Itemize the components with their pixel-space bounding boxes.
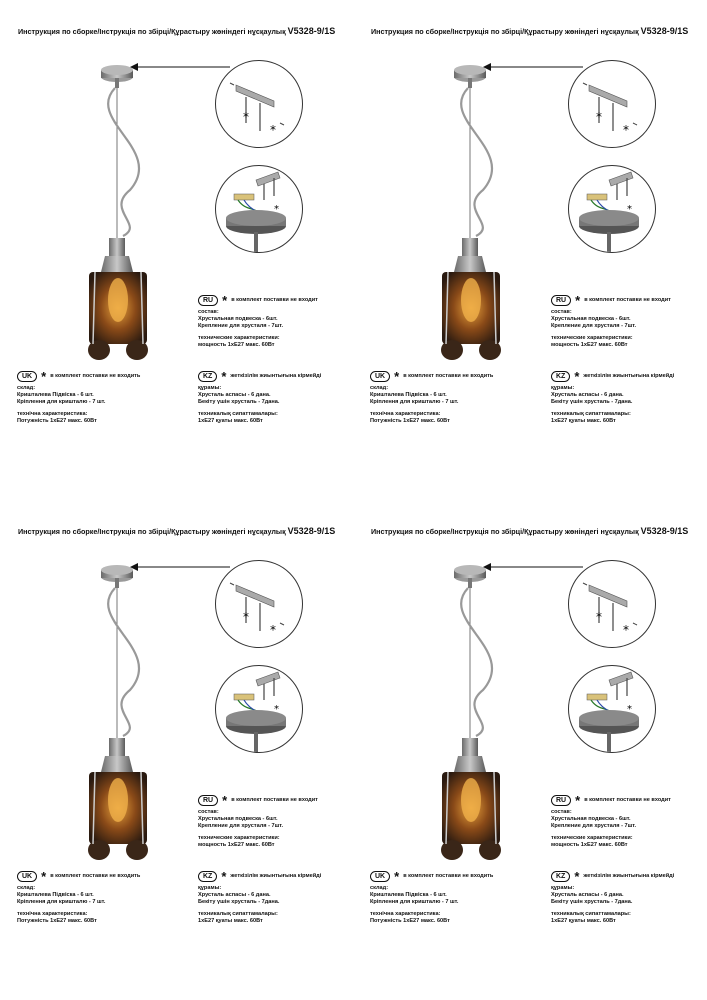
wiring-canopy-detail bbox=[215, 665, 303, 753]
ru-block bbox=[198, 295, 318, 349]
asterisk-icon: * bbox=[222, 293, 228, 308]
lang-badge-uk: UK bbox=[17, 871, 37, 882]
asterisk-icon: * bbox=[596, 110, 602, 124]
title-text: Инструкция по сборке/Інструкція по збірці/Құрастыру жөніндегі нұсқаулық bbox=[371, 527, 639, 536]
uk-item: Кріплення для кришталю - 7 шт. bbox=[17, 899, 106, 905]
uk-specs-label: технічна характеристика: bbox=[17, 411, 88, 417]
uk-block bbox=[370, 871, 493, 925]
kz-item: Бекіту үшін хрусталь - 7дана. bbox=[551, 399, 633, 405]
uk-block bbox=[17, 871, 140, 925]
ru-specs: мощность 1xE27 макс. 60Вт bbox=[198, 342, 275, 348]
kz-specs-label: техникалық сипаттамалары: bbox=[551, 411, 631, 417]
ru-item: Крепление для хрусталя - 7шт. bbox=[551, 823, 637, 829]
lang-badge-kz: KZ bbox=[551, 371, 570, 382]
kz-item: Бекіту үшін хрусталь - 7дана. bbox=[551, 899, 633, 905]
ru-note: в комплект поставки не входит bbox=[231, 297, 318, 303]
uk-block bbox=[370, 371, 493, 425]
uk-block bbox=[17, 371, 140, 425]
asterisk-icon: * bbox=[394, 869, 400, 884]
ru-block bbox=[551, 795, 671, 849]
instruction-sheet bbox=[353, 500, 706, 1000]
kz-specs-label: техникалық сипаттамалары: bbox=[551, 911, 631, 917]
ru-note: в комплект поставки не входит bbox=[584, 297, 671, 303]
asterisk-icon: * bbox=[41, 869, 47, 884]
uk-note: в комплект поставки не входить bbox=[403, 873, 494, 879]
uk-specs-label: технічна характеристика: bbox=[370, 911, 441, 917]
kz-block bbox=[198, 371, 321, 425]
lang-badge-ru: RU bbox=[198, 795, 218, 806]
lang-badge-uk: UK bbox=[17, 371, 37, 382]
sheet-title bbox=[371, 526, 688, 536]
ru-composition-label: состав: bbox=[551, 309, 572, 315]
pendant-lamp-illustration bbox=[428, 560, 538, 880]
kz-note: жеткізілім жиынтығына кірмейді bbox=[583, 873, 675, 879]
sheet-title bbox=[18, 526, 335, 536]
uk-specs: Потужність 1xE27 макс. 60Вт bbox=[370, 418, 450, 424]
sheet-title bbox=[18, 26, 335, 36]
asterisk-icon: * bbox=[575, 293, 581, 308]
ru-specs: мощность 1xE27 макс. 60Вт bbox=[551, 842, 628, 848]
uk-specs: Потужність 1xE27 макс. 60Вт bbox=[17, 918, 97, 924]
title-text: Инструкция по сборке/Інструкція по збірці/Құрастыру жөніндегі нұсқаулық bbox=[18, 27, 286, 36]
ru-note: в комплект поставки не входит bbox=[584, 797, 671, 803]
ru-composition-label: состав: bbox=[551, 809, 572, 815]
asterisk-icon: * bbox=[270, 123, 276, 137]
uk-item: Кріплення для кришталю - 7 шт. bbox=[370, 399, 459, 405]
kz-item: Хрусталь аспасы - 6 дана. bbox=[198, 392, 271, 398]
uk-item: Кришталева Підвіска - 6 шт. bbox=[17, 392, 94, 398]
lang-badge-kz: KZ bbox=[551, 871, 570, 882]
pendant-lamp-illustration bbox=[75, 560, 185, 880]
assembly-arrow bbox=[130, 560, 230, 574]
lang-badge-kz: KZ bbox=[198, 871, 217, 882]
ru-composition-label: состав: bbox=[198, 309, 219, 315]
mounting-bracket-detail bbox=[568, 60, 656, 148]
asterisk-icon: * bbox=[623, 123, 629, 137]
lang-badge-ru: RU bbox=[551, 295, 571, 306]
model-number: V5328-9/1S bbox=[287, 526, 336, 536]
asterisk-icon: * bbox=[575, 793, 581, 808]
ru-item: Крепление для хрусталя - 7шт. bbox=[198, 823, 284, 829]
kz-specs: 1xE27 қуаты макс. 60Вт bbox=[198, 918, 263, 924]
wiring-canopy-detail bbox=[568, 165, 656, 253]
ru-item: Хрустальная подвеска - 6шт. bbox=[551, 816, 631, 822]
kz-item: Бекіту үшін хрусталь - 7дана. bbox=[198, 399, 280, 405]
kz-block bbox=[198, 871, 321, 925]
uk-item: Кришталева Підвіска - 6 шт. bbox=[370, 392, 447, 398]
uk-item: Кришталева Підвіска - 6 шт. bbox=[370, 892, 447, 898]
ru-note: в комплект поставки не входит bbox=[231, 797, 318, 803]
ru-item: Хрустальная подвеска - 6шт. bbox=[198, 816, 278, 822]
pendant-lamp-illustration bbox=[428, 60, 538, 380]
ru-specs-label: технические характеристики: bbox=[198, 835, 280, 841]
mounting-bracket-detail bbox=[568, 560, 656, 648]
ru-specs: мощность 1xE27 макс. 60Вт bbox=[551, 342, 628, 348]
ru-item: Крепление для хрусталя - 7шт. bbox=[551, 323, 637, 329]
mounting-bracket-detail bbox=[215, 60, 303, 148]
ru-block bbox=[551, 295, 671, 349]
ru-block bbox=[198, 795, 318, 849]
kz-item: Хрусталь аспасы - 6 дана. bbox=[551, 892, 624, 898]
kz-composition-label: құрамы: bbox=[551, 885, 575, 891]
uk-specs: Потужність 1xE27 макс. 60Вт bbox=[370, 918, 450, 924]
uk-composition-label: склад: bbox=[370, 385, 389, 391]
ru-composition-label: состав: bbox=[198, 809, 219, 815]
pendant-lamp-illustration bbox=[75, 60, 185, 380]
lang-badge-ru: RU bbox=[551, 795, 571, 806]
asterisk-icon: * bbox=[574, 369, 580, 384]
assembly-arrow bbox=[483, 60, 583, 74]
asterisk-icon: * bbox=[274, 204, 279, 215]
model-number: V5328-9/1S bbox=[640, 526, 689, 536]
kz-composition-label: құрамы: bbox=[198, 385, 222, 391]
kz-specs-label: техникалық сипаттамалары: bbox=[198, 911, 278, 917]
asterisk-icon: * bbox=[394, 369, 400, 384]
uk-note: в комплект поставки не входить bbox=[50, 873, 141, 879]
asterisk-icon: * bbox=[596, 610, 602, 624]
asterisk-icon: * bbox=[270, 623, 276, 637]
kz-block bbox=[551, 371, 674, 425]
kz-block bbox=[551, 871, 674, 925]
asterisk-icon: * bbox=[243, 610, 249, 624]
uk-composition-label: склад: bbox=[17, 385, 36, 391]
kz-specs: 1xE27 қуаты макс. 60Вт bbox=[551, 418, 616, 424]
kz-composition-label: құрамы: bbox=[198, 885, 222, 891]
instruction-sheet bbox=[353, 0, 706, 500]
kz-item: Хрусталь аспасы - 6 дана. bbox=[198, 892, 271, 898]
ru-item: Хрустальная подвеска - 6шт. bbox=[551, 316, 631, 322]
uk-item: Кришталева Підвіска - 6 шт. bbox=[17, 892, 94, 898]
uk-composition-label: склад: bbox=[370, 885, 389, 891]
ru-item: Хрустальная подвеска - 6шт. bbox=[198, 316, 278, 322]
kz-specs: 1xE27 қуаты макс. 60Вт bbox=[551, 918, 616, 924]
ru-specs-label: технические характеристики: bbox=[551, 335, 633, 341]
kz-specs: 1xE27 қуаты макс. 60Вт bbox=[198, 418, 263, 424]
lang-badge-uk: UK bbox=[370, 371, 390, 382]
asterisk-icon: * bbox=[243, 110, 249, 124]
kz-item: Хрусталь аспасы - 6 дана. bbox=[551, 392, 624, 398]
kz-composition-label: құрамы: bbox=[551, 385, 575, 391]
kz-note: жеткізілім жиынтығына кірмейді bbox=[583, 373, 675, 379]
kz-note: жеткізілім жиынтығына кірмейді bbox=[230, 873, 322, 879]
asterisk-icon: * bbox=[274, 704, 279, 715]
lang-badge-uk: UK bbox=[370, 871, 390, 882]
uk-item: Кріплення для кришталю - 7 шт. bbox=[17, 399, 106, 405]
asterisk-icon: * bbox=[221, 869, 227, 884]
ru-specs: мощность 1xE27 макс. 60Вт bbox=[198, 842, 275, 848]
model-number: V5328-9/1S bbox=[287, 26, 336, 36]
uk-composition-label: склад: bbox=[17, 885, 36, 891]
lang-badge-ru: RU bbox=[198, 295, 218, 306]
wiring-canopy-detail bbox=[215, 165, 303, 253]
ru-specs-label: технические характеристики: bbox=[198, 335, 280, 341]
asterisk-icon: * bbox=[41, 369, 47, 384]
model-number: V5328-9/1S bbox=[640, 26, 689, 36]
uk-note: в комплект поставки не входить bbox=[50, 373, 141, 379]
ru-item: Крепление для хрусталя - 7шт. bbox=[198, 323, 284, 329]
wiring-canopy-detail bbox=[568, 665, 656, 753]
title-text: Инструкция по сборке/Інструкція по збірці/Құрастыру жөніндегі нұсқаулық bbox=[18, 527, 286, 536]
kz-note: жеткізілім жиынтығына кірмейді bbox=[230, 373, 322, 379]
asterisk-icon: * bbox=[574, 869, 580, 884]
sheet-title bbox=[371, 26, 688, 36]
lang-badge-kz: KZ bbox=[198, 371, 217, 382]
kz-specs-label: техникалық сипаттамалары: bbox=[198, 411, 278, 417]
instruction-sheet bbox=[0, 500, 353, 1000]
assembly-arrow bbox=[130, 60, 230, 74]
uk-item: Кріплення для кришталю - 7 шт. bbox=[370, 899, 459, 905]
kz-item: Бекіту үшін хрусталь - 7дана. bbox=[198, 899, 280, 905]
uk-specs-label: технічна характеристика: bbox=[17, 911, 88, 917]
uk-note: в комплект поставки не входить bbox=[403, 373, 494, 379]
asterisk-icon: * bbox=[623, 623, 629, 637]
asterisk-icon: * bbox=[627, 704, 632, 715]
uk-specs-label: технічна характеристика: bbox=[370, 411, 441, 417]
asterisk-icon: * bbox=[627, 204, 632, 215]
title-text: Инструкция по сборке/Інструкція по збірці/Құрастыру жөніндегі нұсқаулық bbox=[371, 27, 639, 36]
instruction-sheet bbox=[0, 0, 353, 500]
ru-specs-label: технические характеристики: bbox=[551, 835, 633, 841]
assembly-arrow bbox=[483, 560, 583, 574]
mounting-bracket-detail bbox=[215, 560, 303, 648]
asterisk-icon: * bbox=[222, 793, 228, 808]
asterisk-icon: * bbox=[221, 369, 227, 384]
uk-specs: Потужність 1xE27 макс. 60Вт bbox=[17, 418, 97, 424]
